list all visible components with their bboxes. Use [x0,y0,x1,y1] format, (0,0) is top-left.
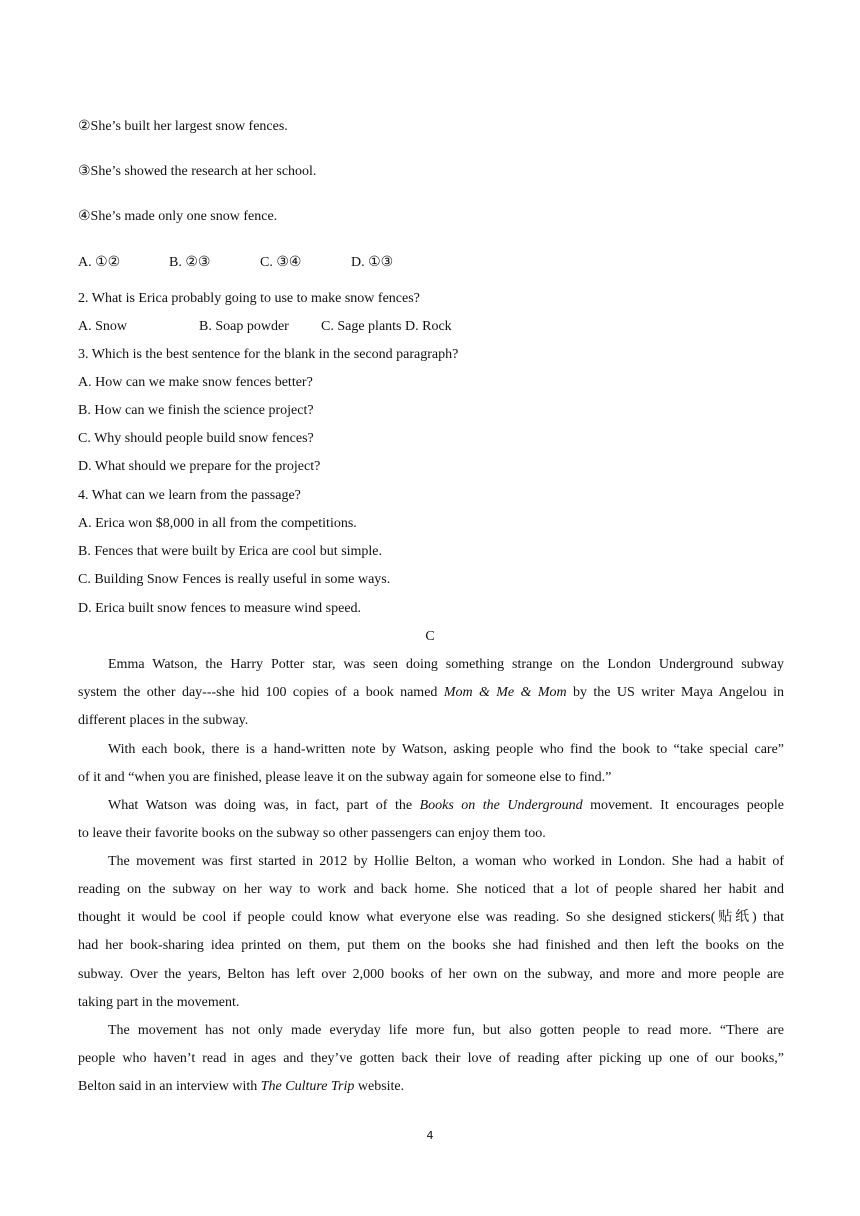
p5-line-1: The movement has not only made everyday life more fun, but also gotten people to read more. “There are [108,1023,784,1038]
p1-line-2-b: by the US writer Maya Angelou in [566,685,784,700]
p5-line-3 [78,1078,404,1096]
section-c-heading: C [425,629,435,644]
q4-option-d: D. Erica built snow fences to measure wind speed. [78,601,362,616]
q3-option-d: D. What should we prepare for the project? [78,459,321,474]
q3-option-a: A. How can we make snow fences better? [78,375,313,390]
p5-line-3-a: Belton said in an interview with [78,1079,261,1094]
q1-statement-2: ②She’s built her largest snow fences. [78,119,288,134]
p4-line-5: subway. Over the years, Belton has left over 2,000 books of her own on the subway, and more and more people are [78,967,784,982]
q2-option-b: B. Soap powder [199,319,289,334]
page-number: 4 [426,1129,434,1142]
q3-option-c: C. Why should people build snow fences? [78,431,314,446]
q4-question: 4. What can we learn from the passage? [78,488,301,503]
p4-line-2: reading on the subway on her way to work and back home. She noticed that a lot of people shared her habit and [78,882,784,897]
p3-line-1-b: movement. It encourages people [582,798,785,813]
p1-line-3: different places in the subway. [78,713,249,728]
p4-line-4: had her book-sharing idea printed on them, put them on the books she had finished and then left the books on the [78,938,784,953]
p4-line-3: thought it would be cool if people could know what everyone else was reading. So she designed stickers(贴纸) that [78,910,784,925]
p4-line-1: The movement was first started in 2012 by Hollie Belton, a woman who worked in London. She had a habit of [108,854,784,869]
p2-line-2: of it and “when you are finished, please leave it on the subway again for someone else to find.” [78,770,612,785]
q1-option-d: D. ①③ [351,255,394,270]
q3-option-b: B. How can we finish the science project? [78,403,314,418]
q1-option-b: B. ②③ [169,255,211,270]
p3-line-1-a: What Watson was doing was, in fact, part of the [108,798,420,813]
q3-question: 3. Which is the best sentence for the blank in the second paragraph? [78,347,459,362]
q1-option-c: C. ③④ [260,255,302,270]
book-title-mom-me-mom: Mom & Me & Mom [443,685,567,700]
q4-option-b: B. Fences that were built by Erica are cool but simple. [78,544,383,559]
p3-line-1 [108,797,784,815]
q2-option-a: A. Snow [78,319,128,334]
p1-line-2 [78,684,784,702]
p3-line-2: to leave their favorite books on the subway so other passengers can enjoy them too. [78,826,546,841]
q2-question: 2. What is Erica probably going to use to make snow fences? [78,291,420,306]
website-name-the-culture-trip: The Culture Trip [260,1079,355,1094]
q4-option-c: C. Building Snow Fences is really useful in some ways. [78,572,391,587]
q1-statement-4: ④She’s made only one snow fence. [78,209,278,224]
movement-name-books-on-the-underground: Books on the Underground [419,798,583,813]
p2-line-1: With each book, there is a hand-written note by Watson, asking people who find the book to “take special care” [108,742,784,757]
p5-line-3-b: website. [354,1079,405,1094]
p1-line-1: Emma Watson, the Harry Potter star, was seen doing something strange on the London Underground subway [108,657,784,672]
q2-option-cd: C. Sage plants D. Rock [321,319,452,334]
q4-option-a: A. Erica won $8,000 in all from the competitions. [78,516,357,531]
p5-line-2: people who haven’t read in ages and they’ve gotten back their love of reading after picking up one of our books,” [78,1051,784,1066]
p4-line-6: taking part in the movement. [78,995,240,1010]
q1-option-a: A. ①② [78,255,121,270]
q1-statement-3: ③She’s showed the research at her school. [78,164,317,179]
p1-line-2-a: system the other day---she hid 100 copies of a book named [78,685,444,700]
